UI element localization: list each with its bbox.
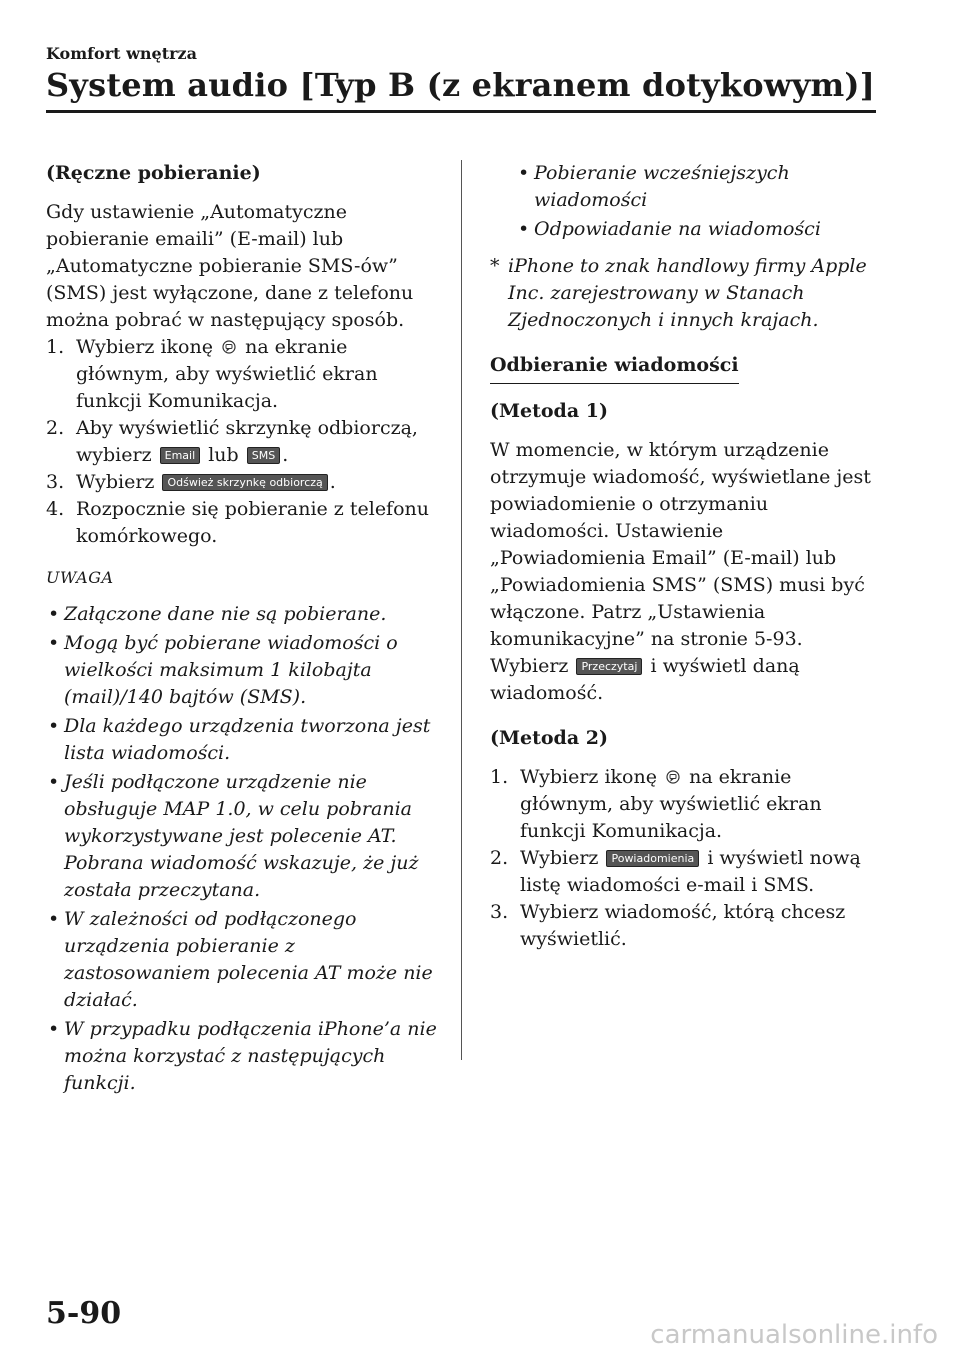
footnote-text: iPhone to znak handlowy firmy Apple Inc. zarejestrowany w Stanach Zjednoczonych i innych krajach. [508, 255, 867, 331]
sms-button[interactable]: SMS [247, 447, 280, 464]
step-number: 3. [490, 901, 509, 923]
intro-paragraph: Gdy ustawienie „Automatyczne pobieranie emaili” (E-mail) lub „Automatyczne pobieranie SMS-ów” (SMS) jest wyłączone, dane z telefonu można pobrać w następujący sposób. [46, 201, 414, 331]
right-column [490, 160, 880, 953]
communication-icon [222, 340, 236, 354]
step-number: 4. [46, 498, 65, 520]
step-3 [490, 899, 880, 953]
column-divider [461, 160, 462, 1060]
notifications-button[interactable]: Powiadomienia [606, 850, 699, 867]
note-bullet: • Jeśli podłączone urządzenie nie obsługuje MAP 1.0, w celu pobrania wykorzystywane jest polecenie AT. Pobrana wiadomość wskazuje, że już została przeczytana. [46, 769, 446, 904]
note-bullet-text: Mogą być pobierane wiadomości o wielkości maksimum 1 kilobajta (mail)/140 bajtów (SMS). [64, 632, 398, 708]
step-number: 1. [46, 336, 65, 358]
step-text: Wybierz [520, 847, 599, 869]
select-text: i wyświetl daną wiadomość. [490, 655, 800, 704]
step-1 [46, 334, 446, 415]
step-number: 1. [490, 766, 509, 788]
step-text: . [282, 444, 289, 466]
step-text: na ekranie głównym, aby wyświetlić ekran funkcji Komunikacja. [520, 766, 822, 842]
method1-heading: (Metoda 1) [490, 400, 608, 422]
step-4 [46, 496, 446, 550]
step-2 [46, 415, 446, 469]
note-bullet-text: W przypadku podłączenia iPhone’a nie można korzystać z następujących funkcji. [64, 1018, 437, 1094]
step-text: Wybierz [76, 471, 155, 493]
note-title: UWAGA [46, 568, 114, 587]
sub-bullet: • Pobieranie wcześniejszych wiadomości [490, 160, 880, 214]
step-text: Wybierz ikonę [76, 336, 213, 358]
sub-bullet-text: Odpowiadanie na wiadomości [534, 218, 821, 240]
step-text: i wyświetl nową listę wiadomości e-mail i SMS. [520, 847, 861, 896]
trademark-footnote [490, 253, 880, 334]
step-text: Aby wyświetlić skrzynkę odbiorczą, wybierz [76, 417, 418, 466]
refresh-inbox-button[interactable]: Odśwież skrzynkę odbiorczą [162, 474, 327, 491]
footnote-mark: * [490, 255, 500, 277]
method1-select [490, 653, 880, 707]
sub-bullet-text: Pobieranie wcześniejszych wiadomości [534, 162, 790, 211]
note-bullet: • Dla każdego urządzenia tworzona jest lista wiadomości. [46, 713, 446, 767]
step-number: 2. [46, 417, 65, 439]
sub-bullet: • Odpowiadanie na wiadomości [490, 216, 880, 243]
header-rule [46, 110, 876, 113]
step-text: Wybierz ikonę [520, 766, 657, 788]
step-number: 2. [490, 847, 509, 869]
left-column [46, 160, 446, 1099]
email-button[interactable]: Email [160, 447, 201, 464]
step-1 [490, 764, 880, 845]
note-bullet: • Mogą być pobierane wiadomości o wielkości maksimum 1 kilobajta (mail)/140 bajtów (SMS). [46, 630, 446, 711]
step-2 [490, 845, 880, 899]
manual-download-heading: (Ręczne pobieranie) [46, 162, 261, 184]
note-bullet: • W zależności od podłączonego urządzenia pobieranie z zastosowaniem polecenia AT może nie działać. [46, 906, 446, 1014]
step-text: na ekranie głównym, aby wyświetlić ekran funkcji Komunikacja. [76, 336, 378, 412]
step-text: . [329, 471, 336, 493]
note-bullet-text: Dla każdego urządzenia tworzona jest lista wiadomości. [64, 715, 431, 764]
select-text: Wybierz [490, 655, 569, 677]
note-bullet-text: Załączone dane nie są pobierane. [64, 603, 387, 625]
step-3 [46, 469, 446, 496]
read-button[interactable]: Przeczytaj [576, 658, 642, 675]
step-number: 3. [46, 471, 65, 493]
step-text: Rozpocznie się pobieranie z telefonu komórkowego. [76, 498, 430, 547]
receiving-messages-title: Odbieranie wiadomości [490, 352, 739, 384]
step-text: Wybierz wiadomość, którą chcesz wyświetlić. [520, 901, 846, 950]
header-section: Komfort wnętrza [46, 44, 197, 63]
method1-text: W momencie, w którym urządzenie otrzymuje wiadomość, wyświetlane jest powiadomienie o otrzymaniu wiadomości. Ustawienie „Powiadomienia Email” (E-mail) lub „Powiadomienia SMS” (SMS) musi być włączone. Patrz „Ustawienia komunikacyjne” na stronie 5-93. [490, 439, 871, 650]
watermark: carmanualsonline.info [650, 1320, 938, 1350]
method2-heading: (Metoda 2) [490, 727, 608, 749]
step-text: lub [208, 444, 239, 466]
note-bullet-text: W zależności od podłączonego urządzenia pobieranie z zastosowaniem polecenia AT może nie działać. [64, 908, 433, 1011]
communication-icon [666, 770, 680, 784]
page-number: 5-90 [46, 1296, 122, 1331]
page-title: System audio [Typ B (z ekranem dotykowym)] [46, 66, 876, 104]
note-bullet: • W przypadku podłączenia iPhone’a nie można korzystać z następujących funkcji. [46, 1016, 446, 1097]
note-bullet-text: Jeśli podłączone urządzenie nie obsługuje MAP 1.0, w celu pobrania wykorzystywane jest polecenie AT. Pobrana wiadomość wskazuje, że już została przeczytana. [64, 771, 419, 901]
note-bullet: • Załączone dane nie są pobierane. [46, 601, 446, 628]
